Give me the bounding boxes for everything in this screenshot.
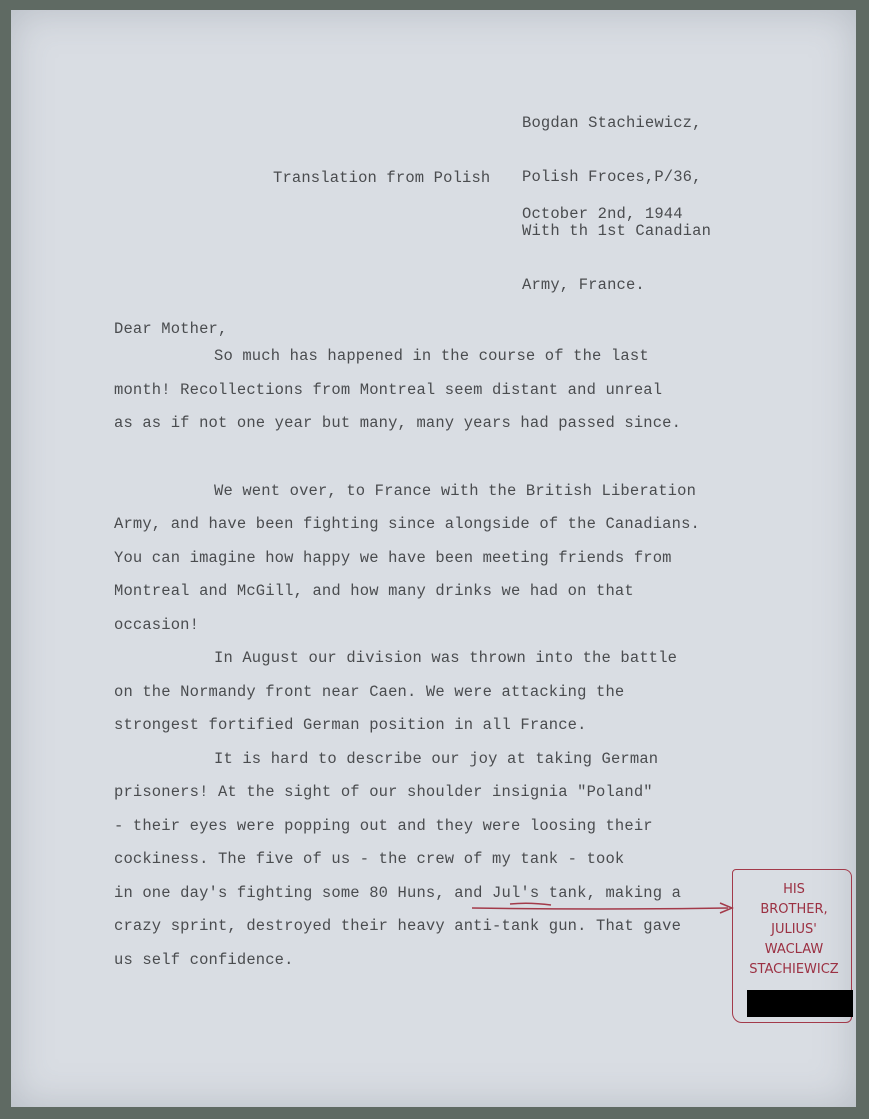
body-line: prisoners! At the sight of our shoulder insignia "Poland" [114, 783, 653, 801]
annotation-line: BROTHER, [760, 902, 828, 917]
address-line: Bogdan Stachiewicz, [522, 114, 702, 132]
body-line: So much has happened in the course of the last [214, 347, 649, 365]
annotation-line: WACLAW [764, 942, 824, 957]
arrow-icon [470, 902, 735, 914]
body-line: as as if not one year but many, many years had passed since. [114, 414, 682, 432]
annotation-line: JULIUS' [771, 922, 817, 937]
body-line: us self confidence. [114, 951, 294, 969]
body-line: strongest fortified German position in all France. [114, 716, 587, 734]
body-line: Army, and have been fighting since alongside of the Canadians. [114, 515, 700, 533]
address-line: Polish Froces,P/36, [522, 168, 702, 186]
body-line: It is hard to describe our joy at taking German [214, 750, 659, 768]
body-line: In August our division was thrown into the battle [214, 649, 678, 667]
document-title: Translation from Polish [273, 169, 491, 187]
body-line: occasion! [114, 616, 200, 634]
body-line: crazy sprint, destroyed their heavy anti-tank gun. That gave [114, 917, 682, 935]
body-line: cockiness. The five of us - the crew of my tank - took [114, 850, 625, 868]
body-line: - their eyes were popping out and they were loosing their [114, 817, 653, 835]
annotation-line: HIS [783, 882, 805, 897]
body-line: in one day's fighting some 80 Huns, and Jul's tank, making a [114, 884, 682, 902]
body-line: You can imagine how happy we have been meeting friends from [114, 549, 672, 567]
body-line: month! Recollections from Montreal seem distant and unreal [114, 381, 663, 399]
body-line: We went over, to France with the British Liberation [214, 482, 697, 500]
address-line: With th 1st Canadian [522, 222, 712, 240]
redaction-bar [747, 990, 853, 1017]
greeting: Dear Mother, [114, 320, 228, 338]
body-line: on the Normandy front near Caen. We were attacking the [114, 683, 625, 701]
address-line: Army, France. [522, 276, 645, 294]
letter-date: October 2nd, 1944 [522, 205, 683, 223]
handwritten-annotation [738, 880, 850, 980]
annotation-line: STACHIEWICZ [749, 962, 839, 977]
body-line: Montreal and McGill, and how many drinks we had on that [114, 582, 634, 600]
sender-address [522, 78, 711, 312]
